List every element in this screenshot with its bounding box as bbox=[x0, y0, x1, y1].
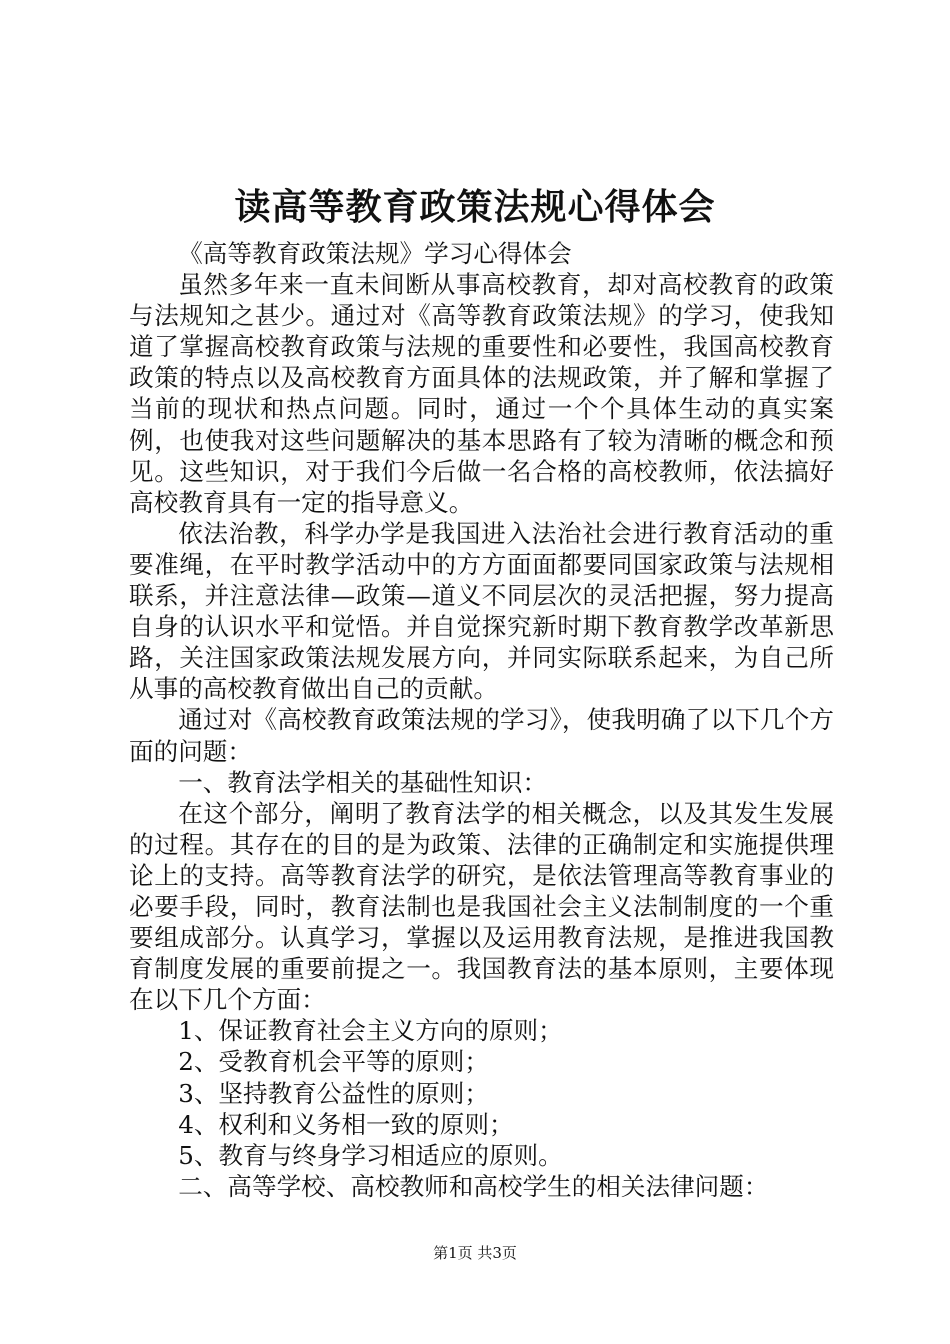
list-item: 5、教育与终身学习相适应的原则。 bbox=[178, 1140, 563, 1170]
list-item: 4、权利和义务相一致的原则； bbox=[178, 1109, 514, 1139]
page-footer: 第1页 共3页 bbox=[433, 1244, 517, 1262]
body-paragraph: 通过对《高校教育政策法规的学习》，使我明确了以下几个方面的问题： bbox=[129, 705, 834, 766]
subtitle-paragraph: 《高等教育政策法规》学习心得体会 bbox=[178, 239, 572, 268]
body-paragraph: 在这个部分，阐明了教育法学的相关概念，以及其发生发展的过程。其存在的目的是为政策、法律的正确制定和实施提供理论上的支持。高等教育法学的研究，是依法管理高等教育事业的必要手段，同时，教育法制也是我国社会主义法制制度的一个重要组成部分。认真学习，掌握以及运用教育法规，是推进我国教育制度发展的重要前提之一。我国教育法的基本原则，主要体现在以下几个方面： bbox=[129, 798, 834, 1015]
section-heading: 二、高等学校、高校教师和高校学生的相关法律问题： bbox=[178, 1171, 769, 1201]
body-paragraph: 依法治教，科学办学是我国进入法治社会进行教育活动的重要准绳，在平时教学活动中的方方面面都要同国家政策与法规相联系，并注意法律—政策—道义不同层次的灵活把握，努力提高自身的认识水平和觉悟。并自觉探究新时期下教育教学改革新思路，关注国家政策法规发展方向，并同实际联系起来，为自己所从事的高校教育做出自己的贡献。 bbox=[129, 518, 834, 704]
document-body bbox=[129, 238, 834, 1202]
list-item: 3、坚持教育公益性的原则； bbox=[178, 1078, 489, 1108]
list-item: 2、受教育机会平等的原则； bbox=[178, 1047, 489, 1077]
body-paragraph: 虽然多年来一直未间断从事高校教育，却对高校教育的政策与法规知之甚少。通过对《高等教育政策法规》的学习，使我知道了掌握高校教育政策与法规的重要性和必要性，我国高校教育政策的特点以及高校教育方面具体的法规政策，并了解和掌握了当前的现状和热点问题。同时，通过一个个具体生动的真实案例，也使我对这些问题解决的基本思路有了较为清晰的概念和预见。这些知识，对于我们今后做一名合格的高校教师，依法搞好高校教育具有一定的指导意义。 bbox=[129, 270, 834, 517]
section-heading: 一、教育法学相关的基础性知识： bbox=[178, 767, 548, 797]
list-item: 1、保证教育社会主义方向的原则； bbox=[178, 1016, 563, 1046]
document-title: 读高等教育政策法规心得体会 bbox=[234, 187, 716, 228]
